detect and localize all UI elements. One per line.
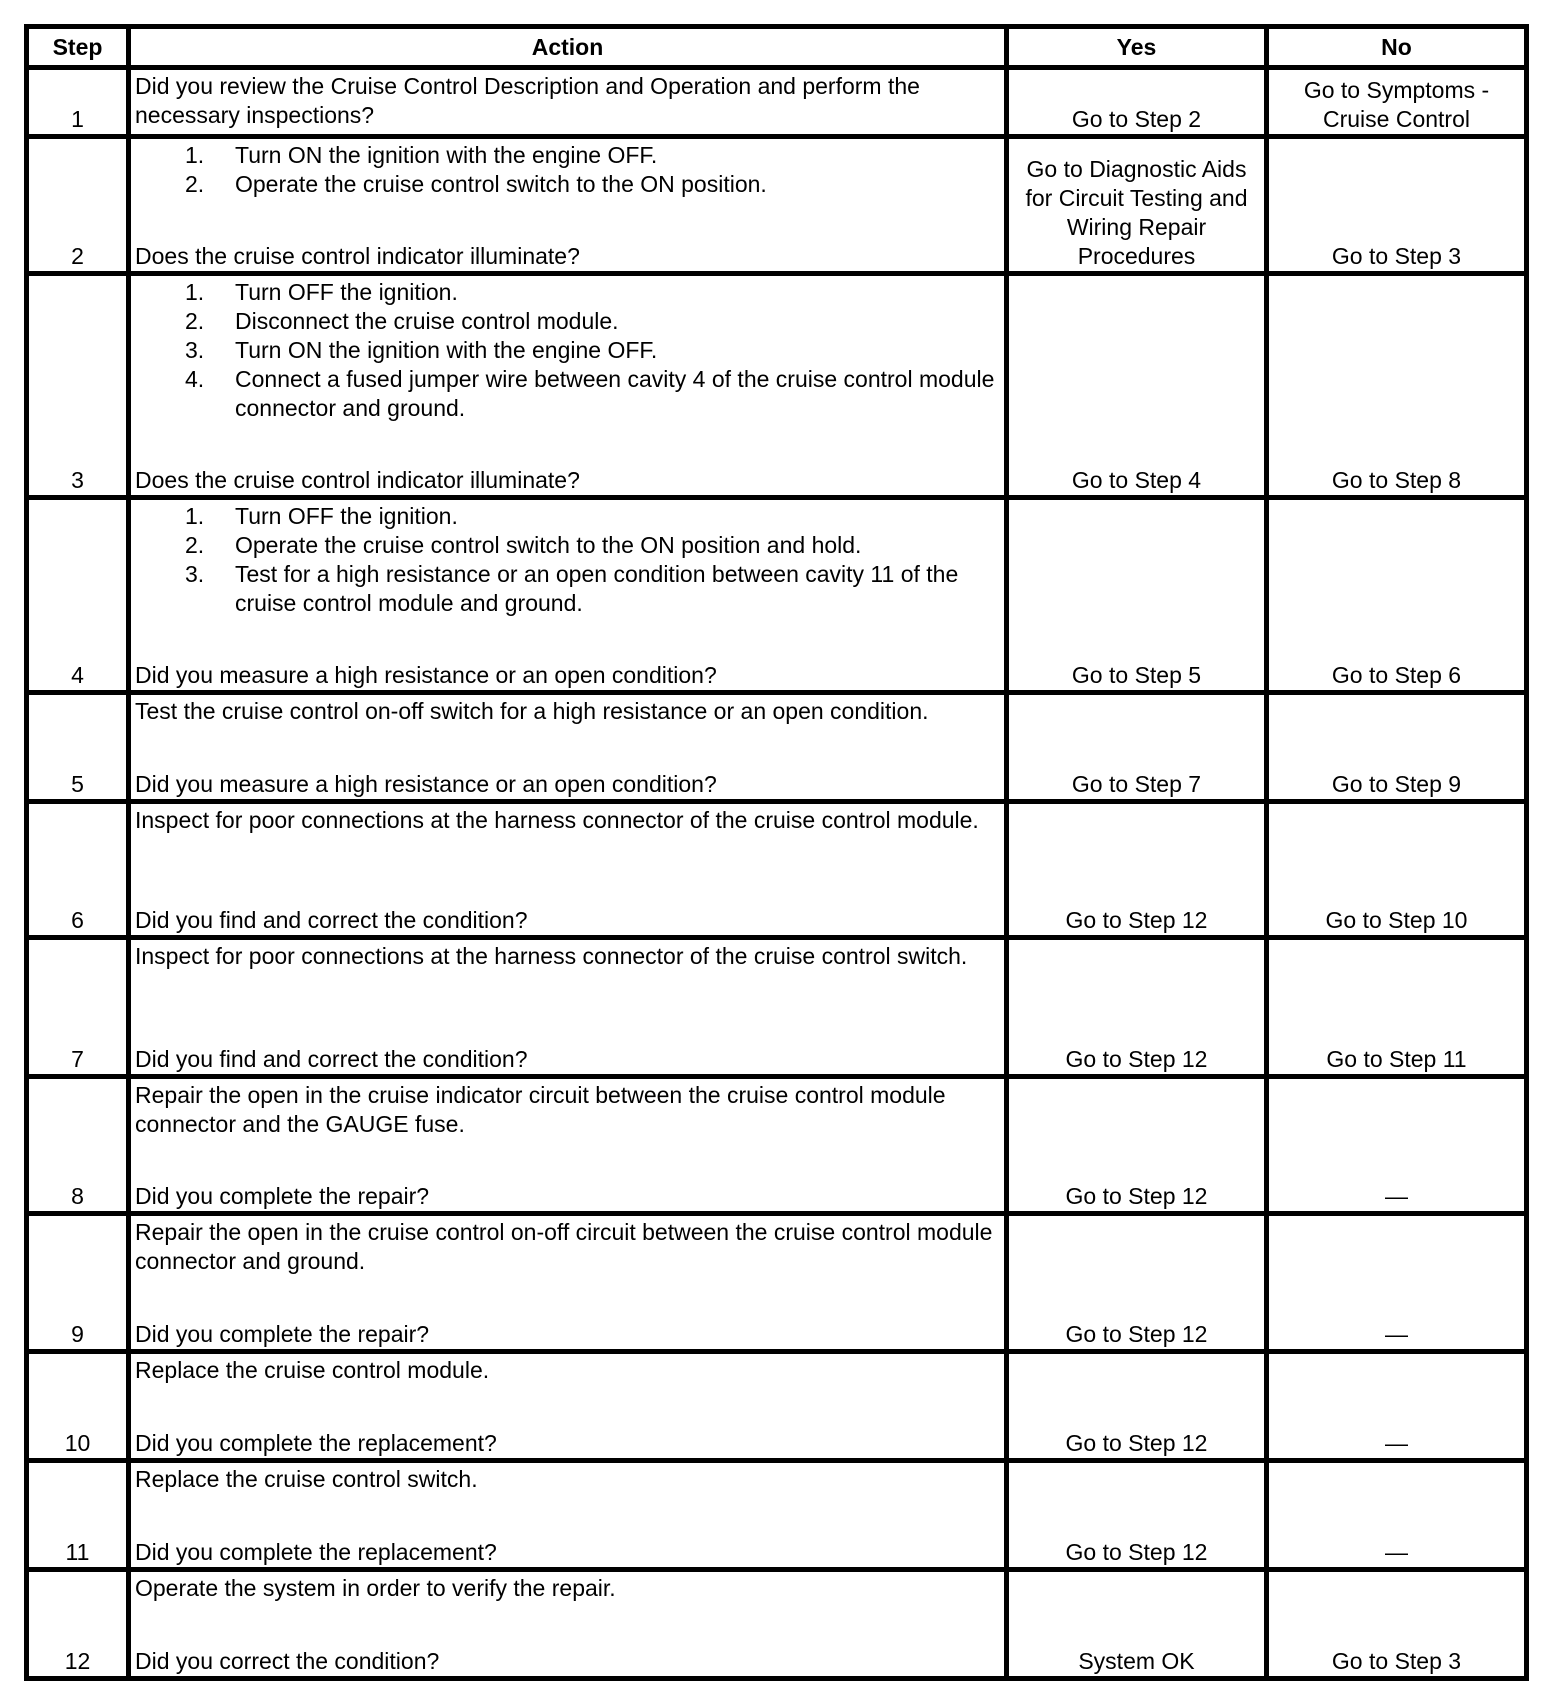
substep-number: 1. — [185, 279, 205, 305]
header-step: Step — [27, 27, 129, 68]
substep-list — [135, 141, 1000, 199]
action-content — [135, 141, 1000, 271]
action-content — [135, 1218, 1000, 1349]
action-question: Did you correct the condition? — [135, 1648, 440, 1674]
action-question: Did you complete the repair? — [135, 1321, 430, 1347]
action-cell — [129, 274, 1007, 498]
yes-result: Go to Step 4 — [1007, 274, 1267, 498]
substep-text: Turn OFF the ignition. — [235, 503, 458, 529]
action-instructions — [135, 1465, 1000, 1494]
table-row — [27, 1570, 1527, 1679]
yes-result: Go to Step 7 — [1007, 693, 1267, 802]
no-result: Go to Symptoms - Cruise Control — [1267, 68, 1527, 137]
action-question: Did you find and correct the condition? — [135, 1046, 528, 1072]
substep-number: 3. — [185, 337, 205, 363]
substep-item — [135, 278, 1000, 307]
action-instructions — [135, 72, 1000, 130]
step-number: 5 — [27, 693, 129, 802]
table-row — [27, 1461, 1527, 1570]
action-instructions — [135, 806, 1000, 835]
no-result: — — [1267, 1352, 1527, 1461]
substep-item — [135, 502, 1000, 531]
substep-text: Turn ON the ignition with the engine OFF. — [235, 142, 658, 168]
substep-number: 2. — [185, 171, 205, 197]
substep-list — [135, 502, 1000, 618]
action-question: Did you complete the repair? — [135, 1183, 430, 1209]
yes-result: Go to Diagnostic Aids for Circuit Testing and Wiring Repair Procedures — [1007, 137, 1267, 274]
action-content — [135, 1356, 1000, 1458]
action-instructions — [135, 278, 1000, 423]
substep-number: 1. — [185, 142, 205, 168]
action-content — [135, 502, 1000, 690]
action-text: Inspect for poor connections at the harness connector of the cruise control switch. — [135, 943, 968, 969]
no-result: — — [1267, 1214, 1527, 1352]
step-number: 12 — [27, 1570, 129, 1679]
action-text: Replace the cruise control switch. — [135, 1466, 478, 1492]
yes-result: Go to Step 12 — [1007, 1214, 1267, 1352]
action-instructions — [135, 141, 1000, 199]
yes-result: System OK — [1007, 1570, 1267, 1679]
no-result: Go to Step 9 — [1267, 693, 1527, 802]
substep-text: Turn ON the ignition with the engine OFF. — [235, 337, 658, 363]
action-content — [135, 1081, 1000, 1211]
diagnostic-table — [24, 24, 1529, 1681]
action-text: Did you review the Cruise Control Description and Operation and perform the necessary inspections? — [135, 73, 920, 128]
action-content — [135, 942, 1000, 1074]
action-instructions — [135, 502, 1000, 618]
action-cell — [129, 137, 1007, 274]
substep-text: Operate the cruise control switch to the ON position. — [235, 171, 767, 197]
substep-item — [135, 170, 1000, 199]
step-number: 4 — [27, 498, 129, 693]
action-text: Repair the open in the cruise indicator circuit between the cruise control module connector and the GAUGE fuse. — [135, 1082, 946, 1137]
table-row — [27, 137, 1527, 274]
yes-result: Go to Step 12 — [1007, 1461, 1267, 1570]
no-result: — — [1267, 1461, 1527, 1570]
substep-number: 4. — [185, 366, 205, 392]
substep-item — [135, 560, 1000, 618]
action-text: Test the cruise control on-off switch for a high resistance or an open condition. — [135, 698, 929, 724]
table-row — [27, 1077, 1527, 1214]
substep-text: Disconnect the cruise control module. — [235, 308, 619, 334]
substep-text: Operate the cruise control switch to the ON position and hold. — [235, 532, 862, 558]
action-text: Replace the cruise control module. — [135, 1357, 490, 1383]
action-content — [135, 1465, 1000, 1567]
step-number: 8 — [27, 1077, 129, 1214]
no-result: Go to Step 3 — [1267, 137, 1527, 274]
yes-result: Go to Step 12 — [1007, 1352, 1267, 1461]
table-row — [27, 498, 1527, 693]
no-result: — — [1267, 1077, 1527, 1214]
table-row — [27, 68, 1527, 137]
yes-result: Go to Step 2 — [1007, 68, 1267, 137]
action-cell — [129, 802, 1007, 938]
yes-result: Go to Step 12 — [1007, 1077, 1267, 1214]
action-cell — [129, 1461, 1007, 1570]
action-question: Does the cruise control indicator illuminate? — [135, 243, 580, 269]
action-content — [135, 697, 1000, 799]
table-body — [27, 68, 1527, 1679]
no-result: Go to Step 10 — [1267, 802, 1527, 938]
substep-number: 2. — [185, 532, 205, 558]
action-text: Repair the open in the cruise control on-off circuit between the cruise control module connector and ground. — [135, 1219, 993, 1274]
step-number: 9 — [27, 1214, 129, 1352]
substep-item — [135, 307, 1000, 336]
step-number: 3 — [27, 274, 129, 498]
table-row — [27, 938, 1527, 1077]
action-text: Operate the system in order to verify the repair. — [135, 1575, 616, 1601]
no-result: Go to Step 8 — [1267, 274, 1527, 498]
action-content — [135, 278, 1000, 495]
substep-item — [135, 365, 1000, 423]
step-number: 11 — [27, 1461, 129, 1570]
header-row — [27, 27, 1527, 68]
action-text: Inspect for poor connections at the harness connector of the cruise control module. — [135, 807, 979, 833]
action-content — [135, 806, 1000, 935]
yes-result: Go to Step 5 — [1007, 498, 1267, 693]
step-number: 2 — [27, 137, 129, 274]
action-question: Did you measure a high resistance or an open condition? — [135, 662, 717, 688]
no-result: Go to Step 6 — [1267, 498, 1527, 693]
substep-list — [135, 278, 1000, 423]
substep-item — [135, 141, 1000, 170]
step-number: 1 — [27, 68, 129, 137]
yes-result: Go to Step 12 — [1007, 938, 1267, 1077]
action-cell — [129, 1214, 1007, 1352]
substep-number: 3. — [185, 561, 205, 587]
substep-item — [135, 336, 1000, 365]
action-content — [135, 1574, 1000, 1676]
action-question: Did you complete the replacement? — [135, 1430, 497, 1456]
action-cell — [129, 1570, 1007, 1679]
action-instructions — [135, 697, 1000, 726]
table-row — [27, 802, 1527, 938]
no-result: Go to Step 11 — [1267, 938, 1527, 1077]
action-cell — [129, 693, 1007, 802]
action-content — [135, 72, 1000, 134]
action-question: Did you complete the replacement? — [135, 1539, 497, 1565]
substep-number: 2. — [185, 308, 205, 334]
substep-text: Connect a fused jumper wire between cavity 4 of the cruise control module connector and ground. — [235, 366, 995, 421]
action-cell — [129, 1352, 1007, 1461]
table-row — [27, 693, 1527, 802]
substep-text: Turn OFF the ignition. — [235, 279, 458, 305]
action-cell — [129, 68, 1007, 137]
action-question: Did you find and correct the condition? — [135, 907, 528, 933]
table-row — [27, 274, 1527, 498]
substep-item — [135, 531, 1000, 560]
action-instructions — [135, 1218, 1000, 1276]
step-number: 7 — [27, 938, 129, 1077]
action-instructions — [135, 1081, 1000, 1139]
header-action: Action — [129, 27, 1007, 68]
substep-number: 1. — [185, 503, 205, 529]
step-number: 6 — [27, 802, 129, 938]
table-row — [27, 1352, 1527, 1461]
substep-text: Test for a high resistance or an open condition between cavity 11 of the cruise control module and ground. — [235, 561, 959, 616]
step-number: 10 — [27, 1352, 129, 1461]
action-instructions — [135, 1574, 1000, 1603]
no-result: Go to Step 3 — [1267, 1570, 1527, 1679]
action-question: Does the cruise control indicator illuminate? — [135, 467, 580, 493]
action-question: Did you measure a high resistance or an open condition? — [135, 771, 717, 797]
action-cell — [129, 498, 1007, 693]
action-instructions — [135, 1356, 1000, 1385]
header-yes: Yes — [1007, 27, 1267, 68]
action-cell — [129, 1077, 1007, 1214]
header-no: No — [1267, 27, 1527, 68]
table-row — [27, 1214, 1527, 1352]
action-cell — [129, 938, 1007, 1077]
action-instructions — [135, 942, 1000, 971]
yes-result: Go to Step 12 — [1007, 802, 1267, 938]
